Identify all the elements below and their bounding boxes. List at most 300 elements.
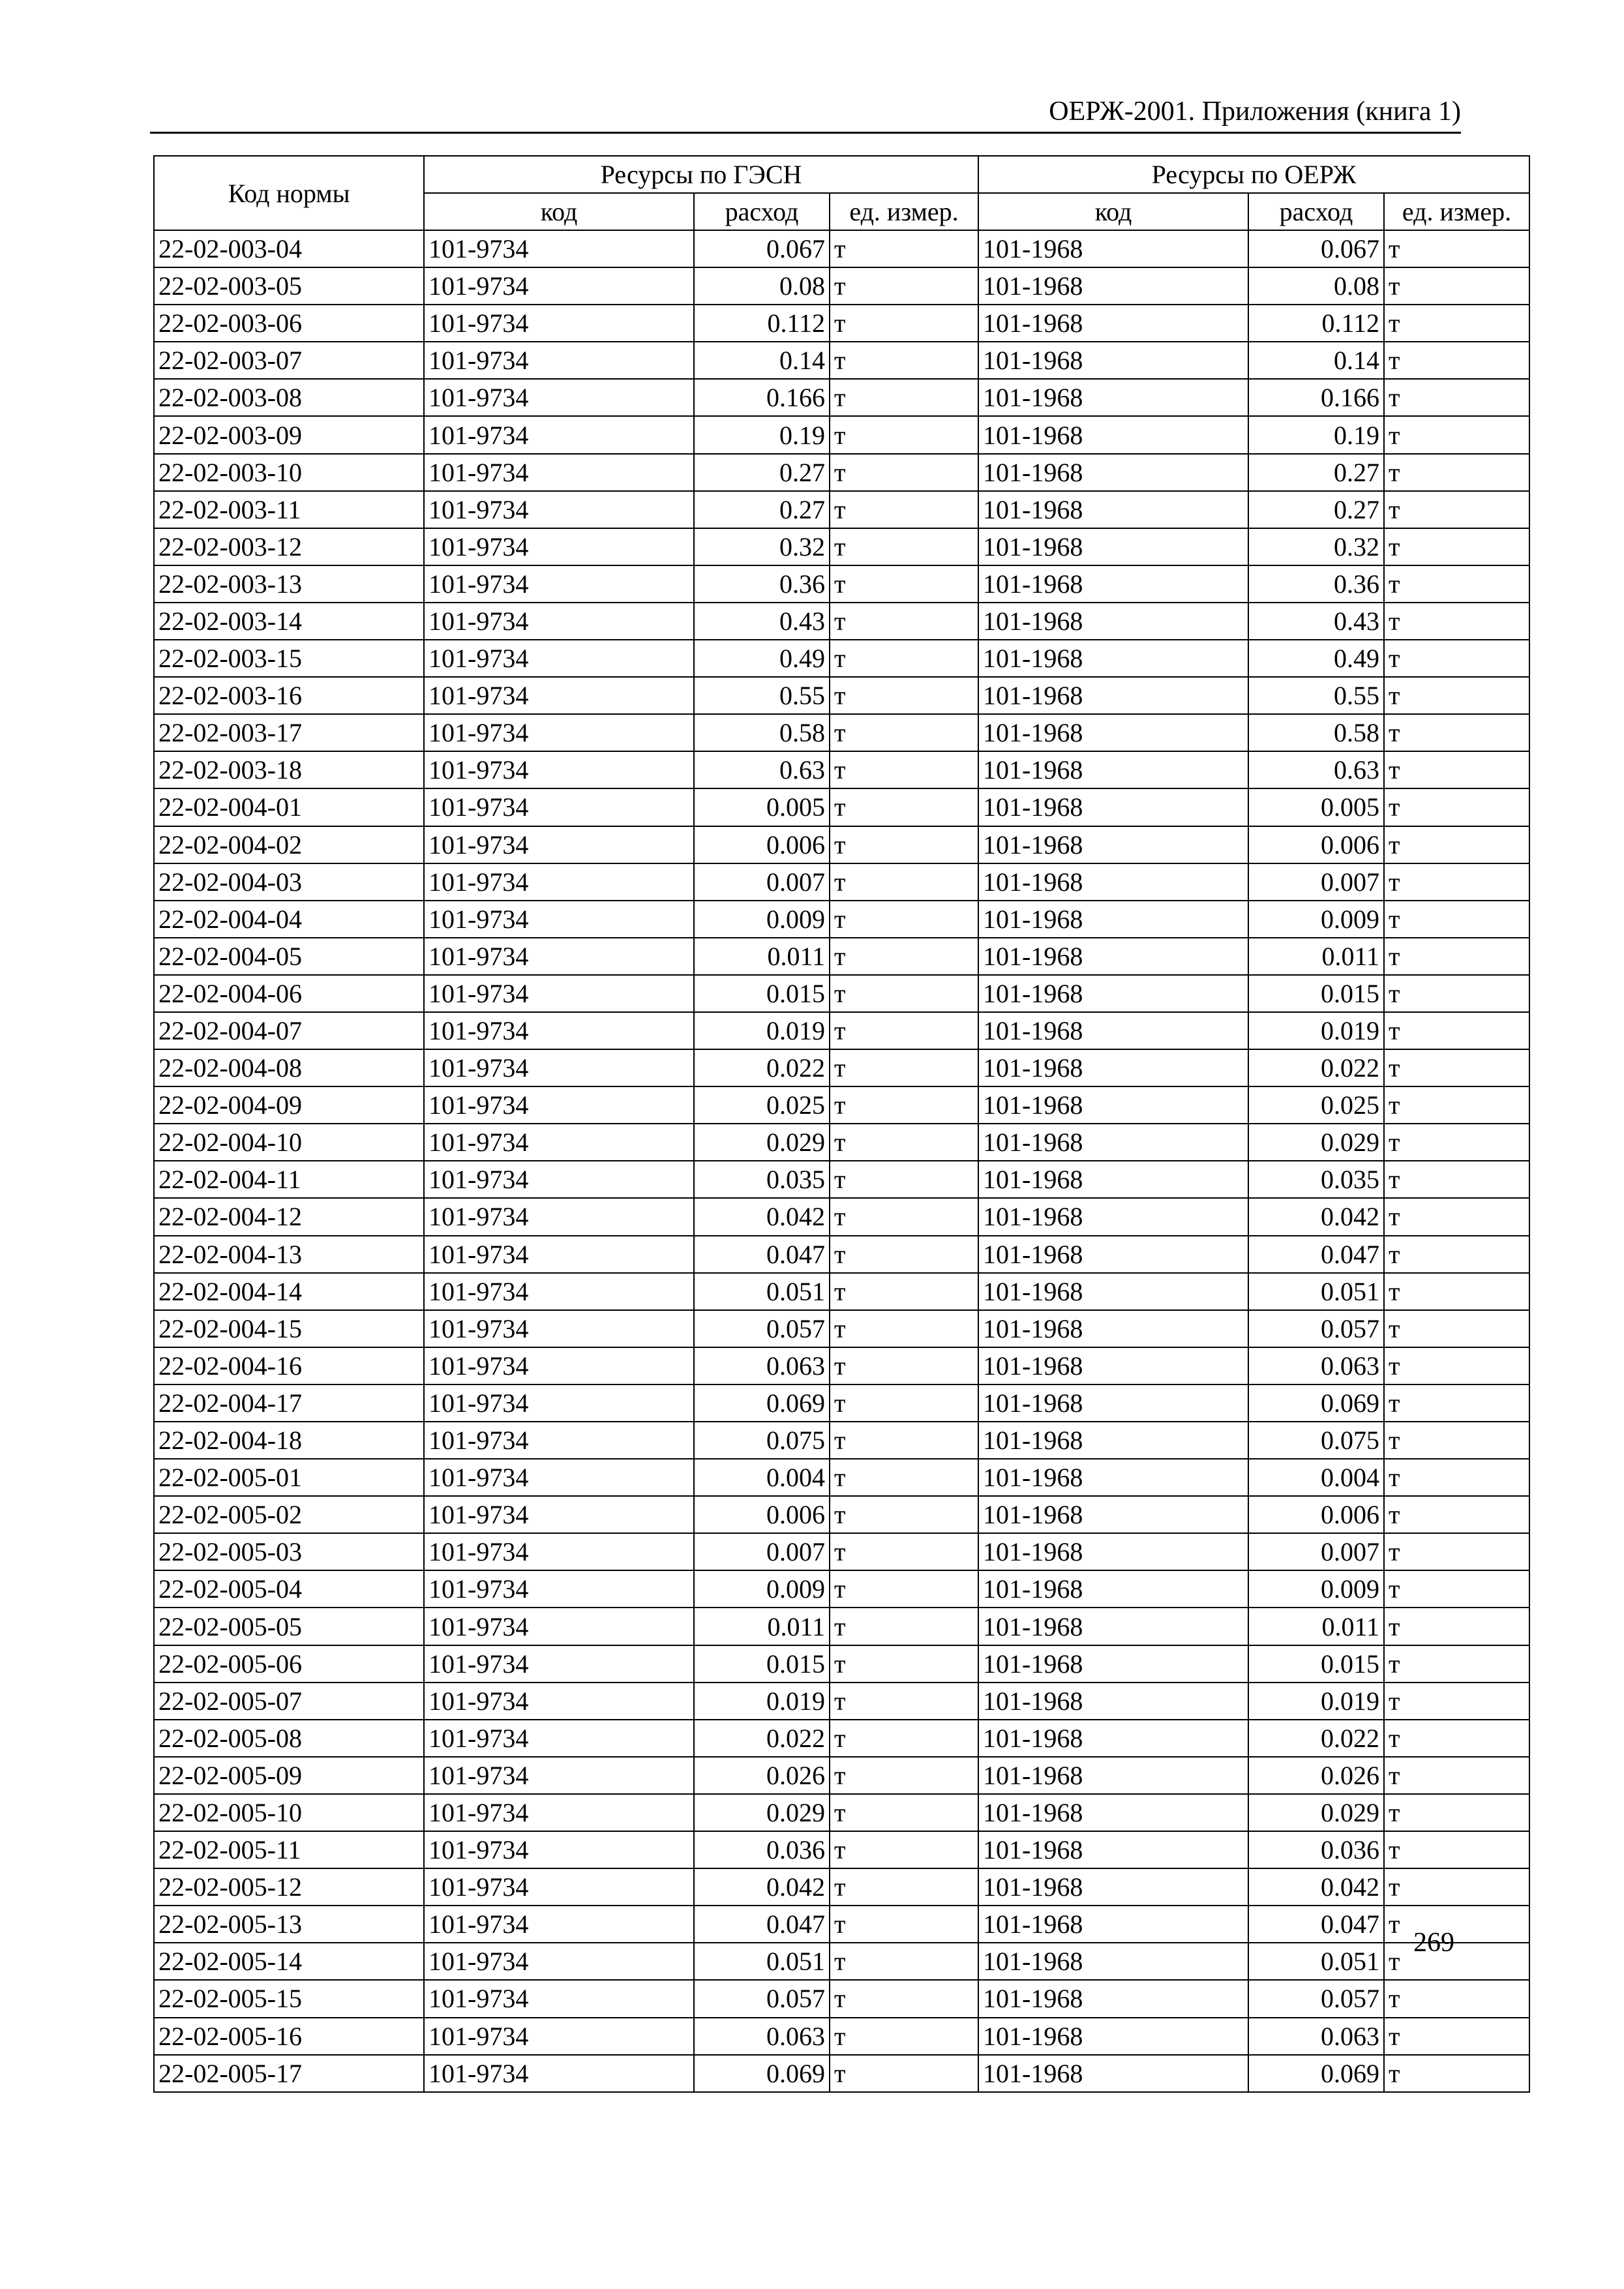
table-row <box>154 1273 1529 1310</box>
cell-gesn-code: 101-9734 <box>424 677 694 714</box>
cell-oerzh-code: 101-1968 <box>978 1161 1248 1198</box>
cell-oerzh-rate: 0.166 <box>1248 379 1384 416</box>
cell-oerzh-unit: т <box>1384 2055 1529 2092</box>
cell-gesn-unit: т <box>830 677 978 714</box>
cell-oerzh-rate: 0.006 <box>1248 826 1384 863</box>
cell-oerzh-rate: 0.32 <box>1248 528 1384 565</box>
cell-oerzh-code: 101-1968 <box>978 454 1248 491</box>
cell-gesn-rate: 0.63 <box>694 751 830 788</box>
cell-gesn-unit: т <box>830 2018 978 2055</box>
cell-oerzh-rate: 0.063 <box>1248 1347 1384 1384</box>
cell-norm-code: 22-02-003-05 <box>154 267 424 305</box>
cell-gesn-code: 101-9734 <box>424 342 694 379</box>
cell-gesn-rate: 0.009 <box>694 1570 830 1608</box>
cell-gesn-rate: 0.022 <box>694 1720 830 1757</box>
cell-oerzh-code: 101-1968 <box>978 305 1248 342</box>
cell-gesn-unit: т <box>830 751 978 788</box>
cell-oerzh-code: 101-1968 <box>978 1012 1248 1049</box>
cell-oerzh-code: 101-1968 <box>978 901 1248 938</box>
cell-norm-code: 22-02-005-14 <box>154 1943 424 1980</box>
cell-gesn-rate: 0.27 <box>694 491 830 528</box>
header-group-oerzh: Ресурсы по ОЕРЖ <box>978 156 1529 193</box>
cell-oerzh-code: 101-1968 <box>978 342 1248 379</box>
cell-oerzh-rate: 0.27 <box>1248 491 1384 528</box>
cell-oerzh-rate: 0.019 <box>1248 1012 1384 1049</box>
cell-gesn-code: 101-9734 <box>424 1236 694 1273</box>
cell-gesn-code: 101-9734 <box>424 1831 694 1868</box>
cell-gesn-unit: т <box>830 1757 978 1794</box>
cell-gesn-rate: 0.057 <box>694 1980 830 2017</box>
cell-oerzh-code: 101-1968 <box>978 1533 1248 1570</box>
cell-norm-code: 22-02-004-05 <box>154 938 424 975</box>
cell-norm-code: 22-02-004-08 <box>154 1049 424 1086</box>
cell-norm-code: 22-02-005-04 <box>154 1570 424 1608</box>
cell-gesn-rate: 0.069 <box>694 1384 830 1422</box>
cell-oerzh-code: 101-1968 <box>978 1496 1248 1533</box>
table-row <box>154 1868 1529 1906</box>
cell-oerzh-code: 101-1968 <box>978 1124 1248 1161</box>
cell-gesn-code: 101-9734 <box>424 640 694 677</box>
table-row <box>154 1161 1529 1198</box>
cell-oerzh-code: 101-1968 <box>978 788 1248 826</box>
cell-oerzh-code: 101-1968 <box>978 1347 1248 1384</box>
cell-norm-code: 22-02-003-17 <box>154 714 424 751</box>
cell-oerzh-rate: 0.19 <box>1248 416 1384 453</box>
cell-oerzh-rate: 0.007 <box>1248 1533 1384 1570</box>
cell-oerzh-rate: 0.029 <box>1248 1794 1384 1831</box>
table-row <box>154 1757 1529 1794</box>
cell-gesn-rate: 0.075 <box>694 1422 830 1459</box>
cell-gesn-code: 101-9734 <box>424 230 694 267</box>
cell-oerzh-code: 101-1968 <box>978 640 1248 677</box>
cell-oerzh-unit: т <box>1384 1683 1529 1720</box>
cell-gesn-unit: т <box>830 788 978 826</box>
cell-oerzh-rate: 0.005 <box>1248 788 1384 826</box>
table-row <box>154 267 1529 305</box>
cell-oerzh-unit: т <box>1384 1980 1529 2017</box>
cell-oerzh-unit: т <box>1384 1198 1529 1235</box>
cell-gesn-rate: 0.047 <box>694 1236 830 1273</box>
cell-gesn-unit: т <box>830 342 978 379</box>
table-row <box>154 1980 1529 2017</box>
cell-oerzh-code: 101-1968 <box>978 491 1248 528</box>
cell-oerzh-unit: т <box>1384 603 1529 640</box>
cell-gesn-unit: т <box>830 1422 978 1459</box>
cell-oerzh-unit: т <box>1384 565 1529 603</box>
cell-gesn-code: 101-9734 <box>424 1422 694 1459</box>
cell-gesn-code: 101-9734 <box>424 1161 694 1198</box>
cell-gesn-rate: 0.051 <box>694 1273 830 1310</box>
table-row <box>154 1533 1529 1570</box>
cell-norm-code: 22-02-003-14 <box>154 603 424 640</box>
running-header <box>150 97 1461 134</box>
cell-gesn-code: 101-9734 <box>424 267 694 305</box>
cell-gesn-code: 101-9734 <box>424 1794 694 1831</box>
cell-gesn-code: 101-9734 <box>424 379 694 416</box>
table-row <box>154 1384 1529 1422</box>
cell-gesn-code: 101-9734 <box>424 1198 694 1235</box>
cell-oerzh-unit: т <box>1384 1161 1529 1198</box>
cell-oerzh-unit: т <box>1384 938 1529 975</box>
cell-gesn-unit: т <box>830 1906 978 1943</box>
table-row <box>154 2055 1529 2092</box>
cell-gesn-rate: 0.011 <box>694 938 830 975</box>
cell-norm-code: 22-02-005-17 <box>154 2055 424 2092</box>
cell-gesn-rate: 0.042 <box>694 1198 830 1235</box>
cell-gesn-unit: т <box>830 640 978 677</box>
cell-oerzh-code: 101-1968 <box>978 938 1248 975</box>
cell-gesn-rate: 0.55 <box>694 677 830 714</box>
cell-oerzh-unit: т <box>1384 788 1529 826</box>
page-number: 269 <box>1413 1928 1454 1958</box>
cell-oerzh-unit: т <box>1384 1086 1529 1124</box>
cell-norm-code: 22-02-004-04 <box>154 901 424 938</box>
table-row <box>154 677 1529 714</box>
cell-gesn-unit: т <box>830 1459 978 1496</box>
cell-norm-code: 22-02-003-16 <box>154 677 424 714</box>
cell-norm-code: 22-02-005-13 <box>154 1906 424 1943</box>
cell-gesn-unit: т <box>830 1683 978 1720</box>
cell-gesn-code: 101-9734 <box>424 1683 694 1720</box>
table-row <box>154 975 1529 1012</box>
cell-oerzh-code: 101-1968 <box>978 1086 1248 1124</box>
cell-oerzh-unit: т <box>1384 230 1529 267</box>
cell-norm-code: 22-02-005-10 <box>154 1794 424 1831</box>
cell-oerzh-unit: т <box>1384 1236 1529 1273</box>
table-row <box>154 1570 1529 1608</box>
table-row <box>154 863 1529 901</box>
cell-oerzh-rate: 0.067 <box>1248 230 1384 267</box>
cell-norm-code: 22-02-004-11 <box>154 1161 424 1198</box>
cell-norm-code: 22-02-003-13 <box>154 565 424 603</box>
cell-oerzh-unit: т <box>1384 379 1529 416</box>
cell-gesn-unit: т <box>830 379 978 416</box>
cell-gesn-unit: т <box>830 1794 978 1831</box>
cell-oerzh-code: 101-1968 <box>978 1198 1248 1235</box>
cell-oerzh-rate: 0.015 <box>1248 1645 1384 1683</box>
cell-norm-code: 22-02-003-07 <box>154 342 424 379</box>
cell-oerzh-code: 101-1968 <box>978 565 1248 603</box>
cell-oerzh-unit: т <box>1384 267 1529 305</box>
table-row <box>154 230 1529 267</box>
cell-gesn-rate: 0.36 <box>694 565 830 603</box>
cell-oerzh-unit: т <box>1384 1645 1529 1683</box>
cell-norm-code: 22-02-003-08 <box>154 379 424 416</box>
cell-oerzh-rate: 0.047 <box>1248 1236 1384 1273</box>
cell-gesn-code: 101-9734 <box>424 1086 694 1124</box>
cell-gesn-rate: 0.067 <box>694 230 830 267</box>
cell-oerzh-code: 101-1968 <box>978 1794 1248 1831</box>
cell-oerzh-rate: 0.051 <box>1248 1273 1384 1310</box>
table-row <box>154 751 1529 788</box>
cell-oerzh-unit: т <box>1384 975 1529 1012</box>
cell-gesn-code: 101-9734 <box>424 788 694 826</box>
cell-gesn-code: 101-9734 <box>424 1868 694 1906</box>
cell-gesn-unit: т <box>830 1012 978 1049</box>
cell-norm-code: 22-02-004-17 <box>154 1384 424 1422</box>
cell-norm-code: 22-02-005-09 <box>154 1757 424 1794</box>
cell-oerzh-unit: т <box>1384 751 1529 788</box>
cell-norm-code: 22-02-004-14 <box>154 1273 424 1310</box>
cell-oerzh-code: 101-1968 <box>978 379 1248 416</box>
cell-oerzh-code: 101-1968 <box>978 1906 1248 1943</box>
cell-gesn-unit: т <box>830 1124 978 1161</box>
cell-oerzh-rate: 0.63 <box>1248 751 1384 788</box>
cell-oerzh-unit: т <box>1384 826 1529 863</box>
table-row <box>154 788 1529 826</box>
cell-oerzh-rate: 0.057 <box>1248 1310 1384 1347</box>
cell-oerzh-code: 101-1968 <box>978 267 1248 305</box>
cell-gesn-code: 101-9734 <box>424 1012 694 1049</box>
header-gesn-unit: ед. измер. <box>830 193 978 230</box>
cell-oerzh-rate: 0.051 <box>1248 1943 1384 1980</box>
table-body <box>154 230 1529 2092</box>
cell-gesn-unit: т <box>830 603 978 640</box>
header-oerzh-unit: ед. измер. <box>1384 193 1529 230</box>
cell-oerzh-rate: 0.029 <box>1248 1124 1384 1161</box>
cell-gesn-unit: т <box>830 826 978 863</box>
cell-gesn-code: 101-9734 <box>424 565 694 603</box>
cell-gesn-unit: т <box>830 1570 978 1608</box>
cell-oerzh-unit: т <box>1384 1831 1529 1868</box>
cell-gesn-rate: 0.015 <box>694 975 830 1012</box>
cell-oerzh-rate: 0.011 <box>1248 1608 1384 1645</box>
cell-oerzh-rate: 0.49 <box>1248 640 1384 677</box>
cell-gesn-unit: т <box>830 714 978 751</box>
cell-oerzh-rate: 0.43 <box>1248 603 1384 640</box>
cell-gesn-rate: 0.32 <box>694 528 830 565</box>
cell-gesn-code: 101-9734 <box>424 305 694 342</box>
cell-oerzh-unit: т <box>1384 1906 1529 1943</box>
cell-gesn-unit: т <box>830 1273 978 1310</box>
cell-oerzh-unit: т <box>1384 2018 1529 2055</box>
cell-gesn-rate: 0.006 <box>694 826 830 863</box>
cell-gesn-code: 101-9734 <box>424 491 694 528</box>
header-oerzh-rate: расход <box>1248 193 1384 230</box>
cell-oerzh-code: 101-1968 <box>978 826 1248 863</box>
cell-oerzh-unit: т <box>1384 863 1529 901</box>
cell-oerzh-unit: т <box>1384 1124 1529 1161</box>
cell-norm-code: 22-02-004-07 <box>154 1012 424 1049</box>
cell-gesn-unit: т <box>830 416 978 453</box>
cell-gesn-code: 101-9734 <box>424 826 694 863</box>
table-row <box>154 379 1529 416</box>
cell-gesn-code: 101-9734 <box>424 1384 694 1422</box>
cell-gesn-unit: т <box>830 1608 978 1645</box>
table-row <box>154 416 1529 453</box>
cell-gesn-code: 101-9734 <box>424 2018 694 2055</box>
cell-gesn-code: 101-9734 <box>424 1757 694 1794</box>
cell-gesn-code: 101-9734 <box>424 863 694 901</box>
cell-gesn-rate: 0.047 <box>694 1906 830 1943</box>
cell-oerzh-code: 101-1968 <box>978 1757 1248 1794</box>
cell-gesn-rate: 0.08 <box>694 267 830 305</box>
cell-gesn-rate: 0.063 <box>694 2018 830 2055</box>
cell-gesn-code: 101-9734 <box>424 1943 694 1980</box>
table-row <box>154 1645 1529 1683</box>
cell-oerzh-code: 101-1968 <box>978 1459 1248 1496</box>
cell-oerzh-unit: т <box>1384 1049 1529 1086</box>
cell-gesn-rate: 0.007 <box>694 863 830 901</box>
cell-gesn-unit: т <box>830 1347 978 1384</box>
cell-gesn-rate: 0.166 <box>694 379 830 416</box>
table-row <box>154 1496 1529 1533</box>
table-row <box>154 1086 1529 1124</box>
cell-gesn-unit: т <box>830 230 978 267</box>
cell-oerzh-unit: т <box>1384 1943 1529 1980</box>
cell-gesn-unit: т <box>830 901 978 938</box>
table-row <box>154 1906 1529 1943</box>
cell-gesn-code: 101-9734 <box>424 901 694 938</box>
cell-gesn-rate: 0.026 <box>694 1757 830 1794</box>
cell-oerzh-code: 101-1968 <box>978 714 1248 751</box>
table-row <box>154 1422 1529 1459</box>
cell-gesn-code: 101-9734 <box>424 1496 694 1533</box>
header-gesn-code: код <box>424 193 694 230</box>
cell-gesn-unit: т <box>830 1943 978 1980</box>
cell-oerzh-code: 101-1968 <box>978 416 1248 453</box>
cell-gesn-rate: 0.14 <box>694 342 830 379</box>
cell-norm-code: 22-02-004-02 <box>154 826 424 863</box>
cell-oerzh-rate: 0.063 <box>1248 2018 1384 2055</box>
cell-norm-code: 22-02-005-02 <box>154 1496 424 1533</box>
cell-gesn-rate: 0.58 <box>694 714 830 751</box>
cell-gesn-unit: т <box>830 528 978 565</box>
cell-oerzh-code: 101-1968 <box>978 1645 1248 1683</box>
cell-gesn-unit: т <box>830 1533 978 1570</box>
cell-oerzh-rate: 0.14 <box>1248 342 1384 379</box>
cell-gesn-rate: 0.43 <box>694 603 830 640</box>
cell-gesn-unit: т <box>830 1198 978 1235</box>
cell-norm-code: 22-02-005-06 <box>154 1645 424 1683</box>
table-row <box>154 454 1529 491</box>
table-row <box>154 1012 1529 1049</box>
cell-gesn-code: 101-9734 <box>424 1124 694 1161</box>
table-row <box>154 826 1529 863</box>
cell-gesn-unit: т <box>830 1720 978 1757</box>
cell-gesn-code: 101-9734 <box>424 2055 694 2092</box>
cell-oerzh-rate: 0.009 <box>1248 901 1384 938</box>
cell-gesn-unit: т <box>830 1831 978 1868</box>
cell-gesn-code: 101-9734 <box>424 416 694 453</box>
cell-oerzh-unit: т <box>1384 677 1529 714</box>
cell-gesn-rate: 0.019 <box>694 1683 830 1720</box>
cell-oerzh-unit: т <box>1384 342 1529 379</box>
table-row <box>154 2018 1529 2055</box>
cell-oerzh-rate: 0.58 <box>1248 714 1384 751</box>
cell-gesn-rate: 0.035 <box>694 1161 830 1198</box>
cell-oerzh-unit: т <box>1384 1496 1529 1533</box>
cell-norm-code: 22-02-003-10 <box>154 454 424 491</box>
cell-norm-code: 22-02-005-15 <box>154 1980 424 2017</box>
cell-norm-code: 22-02-003-15 <box>154 640 424 677</box>
cell-gesn-unit: т <box>830 1980 978 2017</box>
cell-norm-code: 22-02-003-09 <box>154 416 424 453</box>
document-title: ОЕРЖ-2001. Приложения (книга 1) <box>1049 97 1461 127</box>
cell-oerzh-unit: т <box>1384 454 1529 491</box>
cell-norm-code: 22-02-004-03 <box>154 863 424 901</box>
cell-gesn-code: 101-9734 <box>424 1906 694 1943</box>
cell-norm-code: 22-02-005-12 <box>154 1868 424 1906</box>
cell-gesn-rate: 0.029 <box>694 1124 830 1161</box>
cell-gesn-code: 101-9734 <box>424 1273 694 1310</box>
cell-gesn-unit: т <box>830 1236 978 1273</box>
table-row <box>154 305 1529 342</box>
cell-gesn-rate: 0.19 <box>694 416 830 453</box>
cell-norm-code: 22-02-004-18 <box>154 1422 424 1459</box>
cell-gesn-rate: 0.009 <box>694 901 830 938</box>
cell-gesn-rate: 0.006 <box>694 1496 830 1533</box>
cell-norm-code: 22-02-005-01 <box>154 1459 424 1496</box>
cell-norm-code: 22-02-004-09 <box>154 1086 424 1124</box>
cell-oerzh-rate: 0.057 <box>1248 1980 1384 2017</box>
cell-norm-code: 22-02-003-18 <box>154 751 424 788</box>
cell-oerzh-unit: т <box>1384 1757 1529 1794</box>
cell-oerzh-unit: т <box>1384 416 1529 453</box>
cell-oerzh-code: 101-1968 <box>978 603 1248 640</box>
cell-gesn-rate: 0.49 <box>694 640 830 677</box>
cell-oerzh-unit: т <box>1384 1794 1529 1831</box>
cell-gesn-rate: 0.015 <box>694 1645 830 1683</box>
table-header <box>154 156 1529 230</box>
cell-norm-code: 22-02-005-05 <box>154 1608 424 1645</box>
cell-oerzh-code: 101-1968 <box>978 677 1248 714</box>
table-row <box>154 1794 1529 1831</box>
cell-gesn-code: 101-9734 <box>424 528 694 565</box>
cell-gesn-rate: 0.057 <box>694 1310 830 1347</box>
cell-oerzh-code: 101-1968 <box>978 1831 1248 1868</box>
cell-gesn-code: 101-9734 <box>424 1645 694 1683</box>
cell-oerzh-rate: 0.112 <box>1248 305 1384 342</box>
cell-gesn-rate: 0.051 <box>694 1943 830 1980</box>
cell-norm-code: 22-02-004-06 <box>154 975 424 1012</box>
table-row <box>154 1049 1529 1086</box>
table-row <box>154 1124 1529 1161</box>
cell-oerzh-unit: т <box>1384 1720 1529 1757</box>
cell-oerzh-rate: 0.36 <box>1248 565 1384 603</box>
cell-oerzh-code: 101-1968 <box>978 1384 1248 1422</box>
table-row <box>154 491 1529 528</box>
cell-oerzh-rate: 0.025 <box>1248 1086 1384 1124</box>
table-row <box>154 603 1529 640</box>
cell-oerzh-rate: 0.069 <box>1248 1384 1384 1422</box>
table-row <box>154 342 1529 379</box>
table-row <box>154 1831 1529 1868</box>
cell-oerzh-rate: 0.27 <box>1248 454 1384 491</box>
cell-oerzh-code: 101-1968 <box>978 1608 1248 1645</box>
cell-oerzh-code: 101-1968 <box>978 528 1248 565</box>
cell-oerzh-rate: 0.069 <box>1248 2055 1384 2092</box>
cell-norm-code: 22-02-005-11 <box>154 1831 424 1868</box>
table-row <box>154 1683 1529 1720</box>
table-row <box>154 1236 1529 1273</box>
cell-oerzh-rate: 0.019 <box>1248 1683 1384 1720</box>
table-row <box>154 1310 1529 1347</box>
cell-oerzh-unit: т <box>1384 1459 1529 1496</box>
cell-gesn-unit: т <box>830 454 978 491</box>
cell-gesn-rate: 0.019 <box>694 1012 830 1049</box>
header-norm-code: Код нормы <box>154 156 424 230</box>
cell-gesn-unit: т <box>830 938 978 975</box>
cell-gesn-unit: т <box>830 1161 978 1198</box>
cell-oerzh-code: 101-1968 <box>978 1683 1248 1720</box>
cell-gesn-code: 101-9734 <box>424 975 694 1012</box>
cell-gesn-unit: т <box>830 1496 978 1533</box>
cell-oerzh-unit: т <box>1384 714 1529 751</box>
cell-oerzh-rate: 0.035 <box>1248 1161 1384 1198</box>
cell-gesn-unit: т <box>830 1384 978 1422</box>
cell-oerzh-rate: 0.011 <box>1248 938 1384 975</box>
